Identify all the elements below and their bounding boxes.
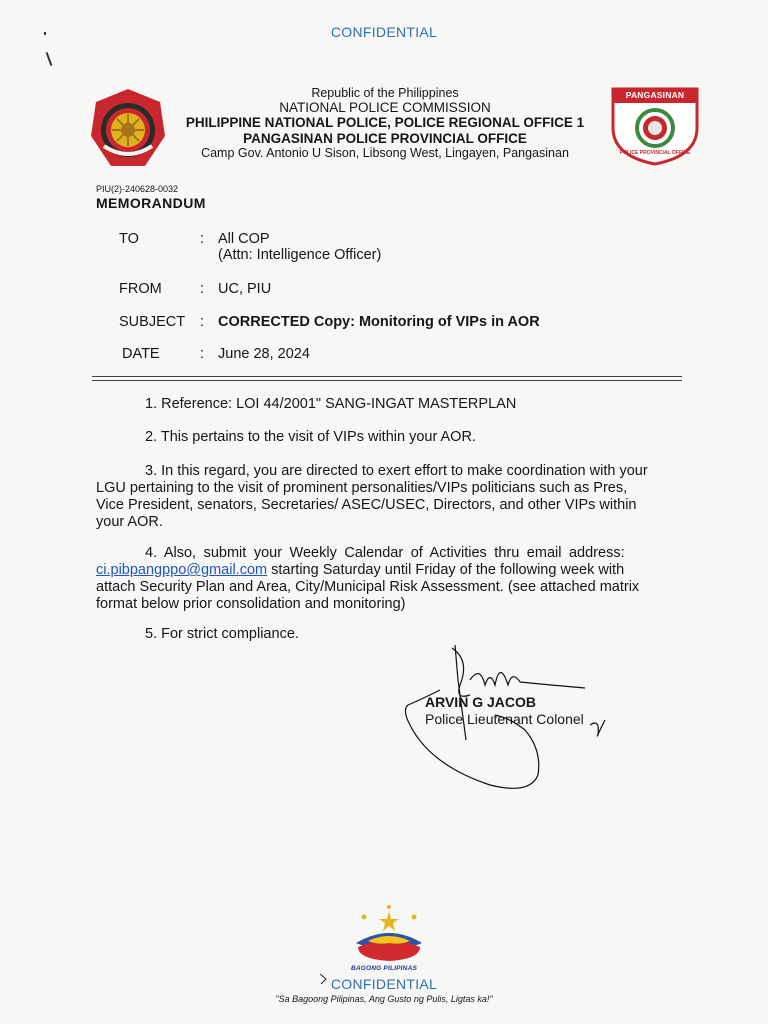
bagong-pilipinas-text: BAGONG PILIPINAS xyxy=(350,965,418,972)
paragraph-3-line-3: Vice President, senators, Secretaries/ ASEC/USEC, Directors, and other VIPs within xyxy=(96,497,637,513)
badge-label: PANGASINAN xyxy=(625,90,685,100)
confidential-footer: CONFIDENTIAL xyxy=(330,976,438,992)
paragraph-4-line-3: attach Security Plan and Area, City/Municipal Risk Assessment. (see attached matrix xyxy=(96,579,640,595)
subject-colon: : xyxy=(200,314,205,330)
paragraph-1: 1. Reference: LOI 44/2001" SANG-INGAT MASTERPLAN xyxy=(145,396,517,412)
paragraph-4-line-1: 4. Also, submit your Weekly Calendar of Activities thru email address: xyxy=(145,545,625,561)
subject-label: SUBJECT xyxy=(119,314,186,330)
scan-mark xyxy=(46,52,53,66)
to-attn: (Attn: Intelligence Officer) xyxy=(218,247,382,263)
pangasinan-ppo-badge xyxy=(610,86,700,166)
paragraph-4-line-2-text: starting Saturday until Friday of the following week with xyxy=(271,562,625,578)
divider-line xyxy=(92,376,682,377)
date-value: June 28, 2024 xyxy=(218,346,310,362)
to-colon: : xyxy=(200,231,205,247)
memo-title: MEMORANDUM xyxy=(96,195,206,211)
header-office: PANGASINAN POLICE PROVINCIAL OFFICE xyxy=(243,131,527,146)
paragraph-2: 2. This pertains to the visit of VIPs within your AOR. xyxy=(145,429,476,445)
date-label: DATE xyxy=(122,346,160,362)
paragraph-5: 5. For strict compliance. xyxy=(145,626,299,642)
email-link[interactable]: ci.pibpangppo@gmail.com xyxy=(96,562,268,578)
badge-caption: POLICE PROVINCIAL OFFICE xyxy=(619,150,691,156)
footer-slogan: "Sa Bagoong Pilipinas, Ang Gusto ng Pulis, Ligtas ka!" xyxy=(275,994,493,1004)
scan-mark xyxy=(44,32,46,35)
pnp-seal-logo xyxy=(90,88,166,170)
header-address: Camp Gov. Antonio U Sison, Libsong West, Lingayen, Pangasinan xyxy=(201,146,569,160)
from-value: UC, PIU xyxy=(218,281,272,297)
paragraph-3-line-4: your AOR. xyxy=(96,514,163,530)
signatory-name: ARVIN G JACOB xyxy=(425,694,536,710)
divider-line xyxy=(92,380,682,381)
to-label: TO xyxy=(119,231,139,247)
header-pnp: PHILIPPINE NATIONAL POLICE, POLICE REGIONAL OFFICE 1 xyxy=(185,115,585,130)
signatory-rank: Police Lieutenant Colonel xyxy=(425,711,584,727)
paragraph-3-line-2: LGU pertaining to the visit of prominent personalities/VIPs politicians such as Pres, xyxy=(96,480,628,496)
date-colon: : xyxy=(200,346,205,362)
memo-number: PIU(2)-240628-0032 xyxy=(96,184,179,194)
paragraph-3-line-1: 3. In this regard, you are directed to exert effort to make coordination with your xyxy=(145,463,648,479)
confidential-header: CONFIDENTIAL xyxy=(330,24,438,40)
from-label: FROM xyxy=(119,281,162,297)
paragraph-4-line-2 xyxy=(96,562,682,579)
to-value: All COP xyxy=(218,231,270,247)
bagong-pilipinas-logo xyxy=(350,905,428,965)
from-colon: : xyxy=(200,281,205,297)
paragraph-4-line-4: format below prior consolidation and monitoring) xyxy=(96,596,406,612)
header-commission: NATIONAL POLICE COMMISSION xyxy=(279,100,491,115)
header-republic: Republic of the Philippines xyxy=(311,86,459,100)
subject-value: CORRECTED Copy: Monitoring of VIPs in AOR xyxy=(218,314,540,330)
